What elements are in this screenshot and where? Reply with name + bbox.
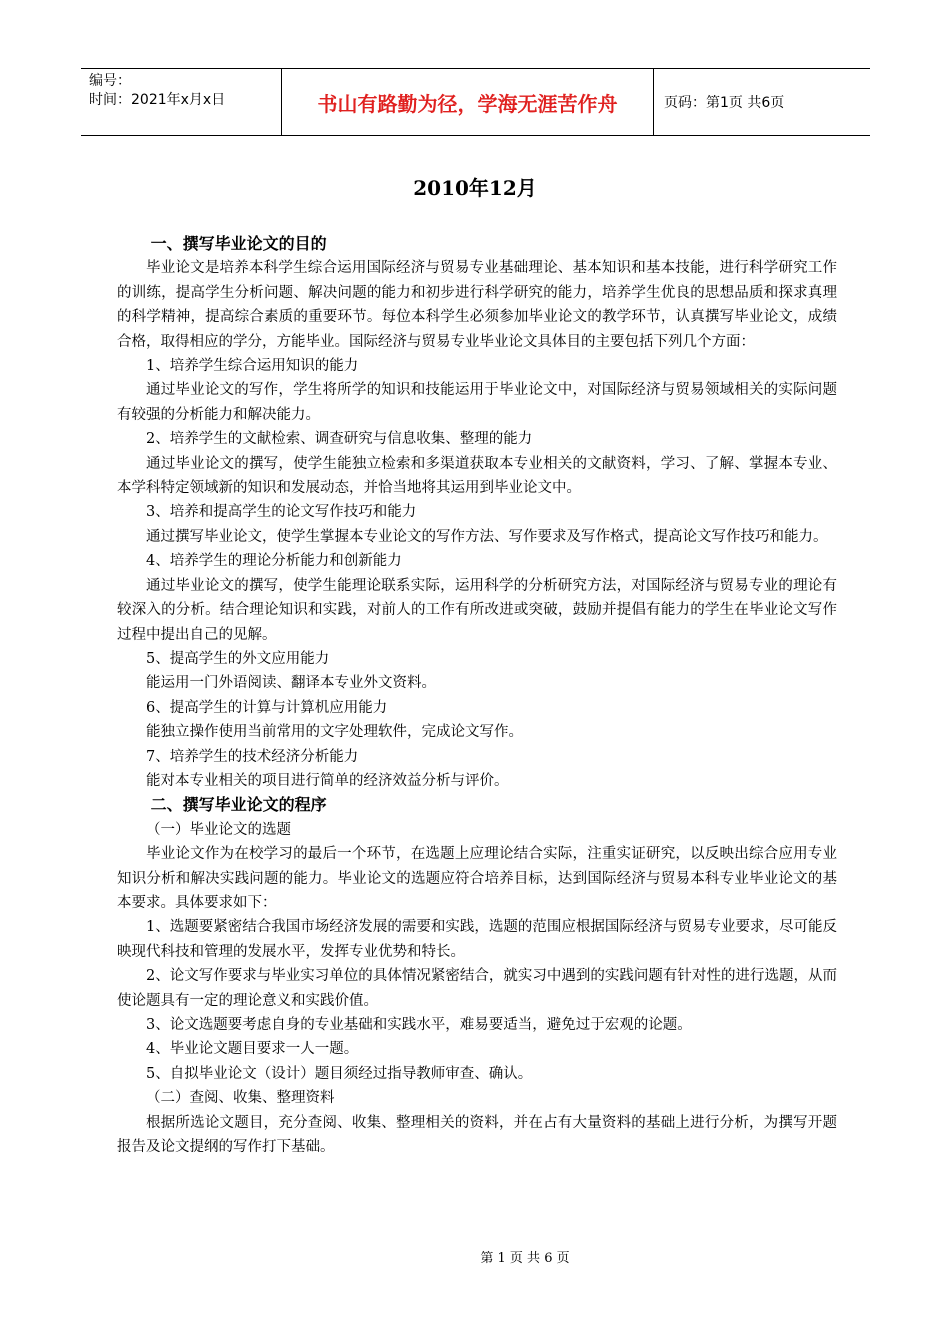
paragraph: 5、提高学生的外文应用能力	[146, 650, 330, 667]
paragraph: 4、培养学生的理论分析能力和创新能力	[146, 553, 402, 570]
paragraph: （二）查阅、收集、整理资料	[146, 1090, 335, 1107]
header-number: 编号：	[89, 73, 131, 89]
paragraph: 能对本专业相关的项目进行简单的经济效益分析与评价。	[146, 772, 509, 789]
paragraph: 1、选题要紧密结合我国市场经济发展的需要和实践，选题的范围应根据国际经济与贸易专业要求，尽可能反映现代科技和管理的发展水平，发挥专业优势和特长。	[117, 919, 837, 960]
document-date-title: 2010年12月	[413, 176, 537, 200]
page-header	[81, 68, 870, 136]
header-meta	[81, 69, 282, 135]
paragraph: 1、培养学生综合运用知识的能力	[146, 358, 359, 375]
section-heading: 二、撰写毕业论文的程序	[150, 795, 327, 815]
paragraph: 3、培养和提高学生的论文写作技巧和能力	[146, 504, 417, 521]
paragraph: 能运用一门外语阅读、翻译本专业外文资料。	[146, 675, 436, 692]
header-time: 时间：2021年x月x日	[89, 92, 226, 108]
paragraph: 5、自拟毕业论文（设计）题目须经过指导教师审查、确认。	[146, 1065, 533, 1082]
paragraph: 通过撰写毕业论文，使学生掌握本专业论文的写作方法、写作要求及写作格式，提高论文写作技巧和能力。	[146, 528, 828, 545]
paragraph: 2、培养学生的文献检索、调查研究与信息收集、整理的能力	[146, 431, 533, 448]
header-motto: 书山有路勤为径，学海无涯苦作舟	[282, 69, 654, 135]
paragraph: 4、毕业论文题目要求一人一题。	[146, 1041, 359, 1058]
paragraph: 通过毕业论文的写作，学生将所学的知识和技能运用于毕业论文中，对国际经济与贸易领域相关的实际问题有较强的分析能力和解决能力。	[117, 382, 837, 423]
document-body	[117, 232, 837, 1159]
paragraph: 2、论文写作要求与毕业实习单位的具体情况紧密结合，就实习中遇到的实践问题有针对性的进行选题，从而使论题具有一定的理论意义和实践价值。	[117, 968, 837, 1009]
paragraph: 通过毕业论文的撰写，使学生能独立检索和多渠道获取本专业相关的文献资料，学习、了解、掌握本专业、本学科特定领域新的知识和发展动态，并恰当地将其运用到毕业论文中。	[117, 455, 837, 497]
paragraph: 6、提高学生的计算与计算机应用能力	[146, 699, 388, 716]
section-heading: 一、撰写毕业论文的目的	[150, 234, 327, 253]
paragraph: （一）毕业论文的选题	[146, 821, 291, 838]
paragraph: 通过毕业论文的撰写，使学生能理论联系实际，运用科学的分析研究方法，对国际经济与贸易专业的理论有较深入的分析。结合理论知识和实践，对前人的工作有所改进或突破，鼓励并提倡有能力的学生在毕业论文写作过程中提出自己的见解。	[117, 577, 837, 643]
paragraph: 毕业论文作为在校学习的最后一个环节，在选题上应理论结合实际，注重实证研究，以反映出综合应用专业知识分析和解决实践问题的能力。毕业论文的选题应符合培养目标，达到国际经济与贸易本科专业毕业论文的基本要求。具体要求如下：	[117, 846, 837, 911]
paragraph: 7、培养学生的技术经济分析能力	[146, 748, 359, 765]
paragraph: 根据所选论文题目，充分查阅、收集、整理相关的资料，并在占有大量资料的基础上进行分析，为撰写开题报告及论文提纲的写作打下基础。	[117, 1114, 837, 1156]
header-page: 页码：第1页 共6页	[664, 95, 785, 111]
page-footer: 第 1 页 共 6 页	[480, 1251, 570, 1266]
paragraph: 3、论文选题要考虑自身的专业基础和实践水平，难易要适当，避免过于宏观的论题。	[146, 1017, 692, 1033]
paragraph: 能独立操作使用当前常用的文字处理软件，完成论文写作。	[146, 724, 523, 741]
paragraph: 毕业论文是培养本科学生综合运用国际经济与贸易专业基础理论、基本知识和基本技能，进行科学研究工作的训练，提高学生分析问题、解决问题的能力和初步进行科学研究的能力，培养学生优良的思想品质和探求真理的科学精神，提高综合素质的重要环节。每位本科学生必须参加毕业论文的教学环节，认真撰写毕业论文，成绩合格，取得相应的学分，方能毕业。国际经济与贸易专业毕业论文具体目的主要包括下列几个方面：	[117, 260, 837, 350]
